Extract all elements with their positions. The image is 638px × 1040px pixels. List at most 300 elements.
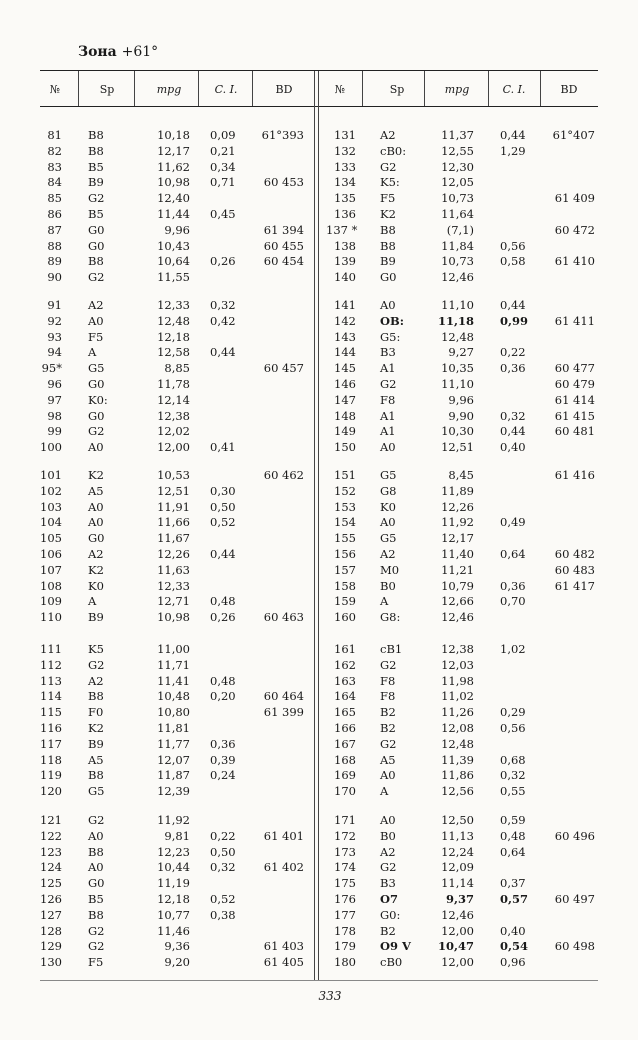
cell-spectral-type: B0: [380, 828, 396, 843]
cell-magnitude: 12,40: [157, 191, 190, 206]
cell-spectral-type: K2: [88, 721, 104, 735]
cell-color-index: 0,20: [210, 689, 236, 704]
cell-magnitude: 12,51: [157, 483, 190, 498]
cell-spectral-type: B9: [88, 736, 104, 751]
cell-number: 179: [334, 939, 356, 954]
cell-color-index: 0,34: [210, 159, 236, 174]
cell-magnitude: 10,47: [437, 939, 474, 954]
cell-spectral-type: A5: [88, 752, 104, 767]
cell-bd-number: 61 415: [554, 408, 595, 423]
cell-spectral-type: A5: [380, 752, 396, 767]
cell-color-index: 0,21: [210, 143, 236, 158]
cell-color-index: 0,44: [500, 424, 526, 439]
cell-spectral-type: B8: [380, 222, 396, 237]
cell-spectral-type: A0: [88, 515, 104, 530]
cell-number: 165: [334, 705, 356, 720]
cell-magnitude: 11,10: [441, 377, 474, 391]
header-number-left: №: [49, 83, 61, 96]
cell-spectral-type: G2: [380, 159, 397, 174]
cell-number: 168: [334, 752, 356, 767]
cell-color-index: 0,41: [210, 440, 236, 455]
zone-title: [78, 44, 158, 60]
cell-number: 83: [47, 159, 62, 174]
cell-number: 86: [47, 207, 62, 221]
cell-bd-number: 61 417: [554, 578, 595, 593]
cell-color-index: 0,44: [210, 345, 236, 360]
cell-spectral-type: B5: [88, 207, 104, 221]
cell-number: 81: [47, 128, 62, 142]
cell-number: 156: [334, 547, 356, 561]
cell-magnitude: 12,05: [441, 175, 474, 190]
cell-spectral-type: G0: [88, 408, 105, 423]
header-column-divider: [424, 71, 425, 106]
cell-color-index: 0,50: [210, 844, 236, 859]
cell-bd-number: 60 498: [554, 939, 595, 954]
cell-color-index: 0,30: [210, 483, 236, 498]
cell-magnitude: 12,26: [441, 499, 474, 514]
cell-bd-number: 60 482: [554, 547, 595, 561]
cell-spectral-type: A0: [88, 440, 104, 455]
cell-magnitude: 11,86: [441, 768, 474, 783]
cell-number: 127: [40, 907, 62, 922]
cell-magnitude: 11,41: [157, 673, 190, 688]
cell-number: 111: [40, 642, 62, 656]
cell-number: 133: [334, 159, 356, 174]
cell-color-index: 0,96: [500, 955, 526, 970]
cell-color-index: 0,42: [210, 313, 236, 328]
cell-number: 99: [47, 424, 62, 439]
cell-color-index: 0,48: [210, 594, 236, 609]
cell-spectral-type: A: [88, 345, 97, 360]
zone-value: +61°: [121, 44, 159, 60]
cell-color-index: 0,36: [210, 736, 236, 751]
cell-number: 155: [334, 531, 356, 546]
cell-spectral-type: G2: [88, 270, 105, 285]
cell-magnitude: 11,44: [157, 207, 190, 221]
cell-magnitude: 10,43: [157, 238, 190, 253]
cell-number: 100: [40, 440, 62, 455]
cell-number: 121: [40, 813, 62, 827]
cell-bd-number: 60 479: [554, 377, 595, 391]
cell-number: 139: [334, 254, 356, 269]
cell-bd-number: 61°393: [261, 128, 304, 142]
cell-magnitude: 12,24: [441, 844, 474, 859]
header-bd-number-left: BD: [275, 83, 293, 96]
cell-magnitude: 12,55: [441, 143, 474, 158]
cell-spectral-type: G0: [88, 876, 105, 891]
cell-magnitude: 10,98: [157, 610, 190, 625]
cell-number: 177: [334, 907, 356, 922]
cell-color-index: 0,59: [500, 813, 526, 827]
cell-spectral-type: G5: [88, 784, 105, 799]
cell-color-index: 0,57: [500, 892, 529, 906]
cell-magnitude: 11,89: [441, 483, 474, 498]
cell-magnitude: 9,27: [448, 345, 474, 360]
cell-spectral-type: O7: [380, 892, 399, 906]
header-column-divider: [252, 71, 253, 106]
cell-magnitude: 12,23: [157, 844, 190, 859]
cell-magnitude: 11,71: [157, 657, 190, 672]
cell-bd-number: 61 403: [263, 939, 304, 954]
cell-spectral-type: G2: [380, 657, 397, 672]
cell-magnitude: 11,81: [157, 721, 190, 735]
cell-magnitude: 12,58: [157, 345, 190, 360]
cell-spectral-type: B3: [380, 876, 396, 891]
cell-spectral-type: A2: [380, 844, 396, 859]
cell-number: 145: [334, 361, 356, 376]
cell-spectral-type: B8: [88, 254, 104, 269]
cell-number: 154: [334, 515, 356, 530]
cell-number: 157: [334, 562, 356, 577]
cell-color-index: 0,64: [500, 844, 526, 859]
cell-number: 167: [334, 736, 356, 751]
cell-spectral-type: B8: [88, 689, 104, 704]
cell-spectral-type: B9: [88, 175, 104, 190]
cell-number: 96: [47, 377, 62, 391]
cell-magnitude: 11,40: [441, 547, 474, 561]
cell-spectral-type: K0: [380, 499, 396, 514]
cell-color-index: 0,71: [210, 175, 236, 190]
cell-magnitude: 12,08: [441, 721, 474, 735]
cell-spectral-type: K2: [380, 207, 396, 221]
cell-number: 140: [334, 270, 356, 285]
cell-color-index: 0,48: [210, 673, 236, 688]
cell-number: 138: [334, 238, 356, 253]
cell-number: 151: [334, 468, 356, 482]
cell-magnitude: 9,36: [164, 939, 190, 954]
cell-spectral-type: A: [380, 784, 389, 799]
cell-magnitude: 12,09: [441, 860, 474, 875]
cell-magnitude: 11,18: [437, 313, 474, 328]
cell-number: 128: [40, 923, 62, 938]
cell-magnitude: 10,77: [157, 907, 190, 922]
cell-spectral-type: B9: [380, 254, 396, 269]
cell-magnitude: 12,56: [441, 784, 474, 799]
header-magnitude-right: mpg: [444, 83, 470, 96]
header-number-right: №: [334, 83, 346, 96]
cell-number: 172: [334, 828, 356, 843]
cell-bd-number: 60 464: [263, 689, 304, 704]
cell-bd-number: 61 402: [263, 860, 304, 875]
cell-number: 135: [334, 191, 356, 206]
cell-number: 104: [40, 515, 62, 530]
cell-magnitude: 12,00: [157, 440, 190, 455]
cell-number: 171: [334, 813, 356, 827]
cell-magnitude: 12,18: [157, 892, 190, 906]
cell-magnitude: 12,48: [441, 736, 474, 751]
cell-color-index: 0,52: [210, 515, 236, 530]
cell-magnitude: 12,17: [441, 531, 474, 546]
cell-bd-number: 61 401: [263, 828, 304, 843]
cell-magnitude: (7,1): [446, 222, 474, 237]
cell-number: 159: [334, 594, 356, 609]
cell-magnitude: 11,26: [441, 705, 474, 720]
cell-spectral-type: F8: [380, 392, 396, 407]
header-color-index-left: C. I.: [214, 83, 238, 96]
cell-number: 84: [47, 175, 62, 190]
cell-magnitude: 10,44: [157, 860, 190, 875]
zone-label: Зона: [78, 44, 117, 60]
cell-spectral-type: A0: [380, 298, 396, 312]
cell-number: 103: [40, 499, 62, 514]
cell-magnitude: 11,77: [157, 736, 190, 751]
cell-number: 115: [40, 705, 62, 720]
cell-number: 129: [40, 939, 62, 954]
cell-number: 101: [40, 468, 62, 482]
cell-magnitude: 12,00: [441, 923, 474, 938]
cell-color-index: 0,32: [210, 298, 236, 312]
cell-bd-number: 60 457: [263, 361, 304, 376]
cell-magnitude: 11,00: [157, 642, 190, 656]
cell-magnitude: 11,66: [157, 515, 190, 530]
cell-magnitude: 12,30: [441, 159, 474, 174]
cell-number: 131: [334, 128, 356, 142]
cell-spectral-type: K0: [88, 578, 104, 593]
cell-number: 94: [47, 345, 62, 360]
cell-bd-number: 61 399: [263, 705, 304, 720]
cell-magnitude: 12,48: [441, 329, 474, 344]
cell-spectral-type: G2: [88, 424, 105, 439]
cell-number: 102: [40, 483, 62, 498]
cell-magnitude: 12,33: [157, 578, 190, 593]
cell-color-index: 0,32: [500, 408, 526, 423]
cell-color-index: 0,26: [210, 610, 236, 625]
cell-spectral-type: A0: [380, 515, 396, 530]
cell-color-index: 0,58: [500, 254, 526, 269]
center-double-rule-left: [314, 71, 315, 980]
cell-spectral-type: A2: [380, 128, 396, 142]
cell-color-index: 0,56: [500, 721, 526, 735]
cell-color-index: 0,99: [500, 313, 529, 328]
cell-number: 143: [334, 329, 356, 344]
cell-spectral-type: F0: [88, 705, 104, 720]
cell-number: 147: [334, 392, 356, 407]
cell-number: 116: [40, 721, 62, 735]
cell-spectral-type: G2: [380, 736, 397, 751]
cell-bd-number: 60 454: [263, 254, 304, 269]
cell-magnitude: 10,98: [157, 175, 190, 190]
cell-number: 160: [334, 610, 356, 625]
cell-number: 122: [40, 828, 62, 843]
cell-color-index: 0,37: [500, 876, 526, 891]
cell-spectral-type: A: [380, 594, 389, 609]
cell-magnitude: 12,51: [441, 440, 474, 455]
cell-number: 162: [334, 657, 356, 672]
cell-spectral-type: A1: [380, 424, 396, 439]
cell-spectral-type: cB0: [380, 955, 403, 970]
cell-magnitude: 12,71: [157, 594, 190, 609]
cell-magnitude: 10,30: [441, 424, 474, 439]
cell-magnitude: 11,92: [157, 813, 190, 827]
cell-color-index: 0,52: [210, 892, 236, 906]
cell-magnitude: 11,02: [441, 689, 474, 704]
cell-bd-number: 60 497: [554, 892, 595, 906]
cell-magnitude: 9,90: [448, 408, 474, 423]
cell-number: 146: [334, 377, 356, 391]
cell-color-index: 0,36: [500, 578, 526, 593]
cell-spectral-type: K2: [88, 468, 104, 482]
cell-spectral-type: B5: [88, 892, 104, 906]
cell-spectral-type: cB1: [380, 642, 403, 656]
cell-spectral-type: G8: [380, 483, 397, 498]
cell-spectral-type: G5: [380, 531, 397, 546]
cell-spectral-type: F8: [380, 689, 396, 704]
cell-color-index: 0,09: [210, 128, 236, 142]
cell-magnitude: 10,35: [441, 361, 474, 376]
cell-magnitude: 12,17: [157, 143, 190, 158]
header-column-divider: [198, 71, 199, 106]
cell-color-index: 0,70: [500, 594, 526, 609]
cell-spectral-type: K0:: [88, 392, 108, 407]
cell-spectral-type: A1: [380, 361, 396, 376]
cell-number: 142: [334, 313, 356, 328]
cell-color-index: 0,64: [500, 547, 526, 561]
cell-magnitude: 9,37: [445, 892, 474, 906]
cell-bd-number: 60 462: [263, 468, 304, 482]
cell-spectral-type: A1: [380, 408, 396, 423]
cell-number: 89: [47, 254, 62, 269]
cell-color-index: 0,40: [500, 440, 526, 455]
cell-magnitude: 12,38: [441, 642, 474, 656]
cell-magnitude: 12,26: [157, 547, 190, 561]
cell-magnitude: 12,46: [441, 907, 474, 922]
cell-spectral-type: cB0:: [380, 143, 407, 158]
cell-spectral-type: B8: [88, 907, 104, 922]
cell-magnitude: 12,03: [441, 657, 474, 672]
cell-spectral-type: G5: [380, 468, 397, 482]
cell-spectral-type: G0: [88, 238, 105, 253]
cell-spectral-type: G5:: [380, 329, 401, 344]
cell-magnitude: 12,48: [157, 313, 190, 328]
cell-number: 152: [334, 483, 356, 498]
cell-magnitude: 9,96: [164, 222, 190, 237]
cell-spectral-type: G0: [380, 270, 397, 285]
cell-magnitude: 11,39: [441, 752, 474, 767]
cell-number: 132: [334, 143, 356, 158]
cell-number: 126: [40, 892, 62, 906]
cell-magnitude: 11,92: [441, 515, 474, 530]
cell-magnitude: 11,63: [157, 562, 190, 577]
cell-bd-number: 61°407: [552, 128, 595, 142]
cell-color-index: 0,36: [500, 361, 526, 376]
cell-magnitude: 11,55: [157, 270, 190, 285]
cell-magnitude: 12,46: [441, 270, 474, 285]
cell-spectral-type: G0: [88, 531, 105, 546]
cell-number: 119: [40, 768, 62, 783]
cell-number: 124: [40, 860, 62, 875]
cell-number: 158: [334, 578, 356, 593]
table-top-rule: [40, 70, 598, 71]
header-column-divider: [78, 71, 79, 106]
cell-bd-number: 60 453: [263, 175, 304, 190]
cell-magnitude: 11,87: [157, 768, 190, 783]
cell-number: 108: [40, 578, 62, 593]
cell-number: 88: [47, 238, 62, 253]
cell-spectral-type: B8: [88, 143, 104, 158]
cell-bd-number: 60 481: [554, 424, 595, 439]
cell-number: 105: [40, 531, 62, 546]
cell-spectral-type: B8: [88, 844, 104, 859]
cell-magnitude: 11,64: [441, 207, 474, 221]
cell-magnitude: 10,79: [441, 578, 474, 593]
cell-spectral-type: A0: [88, 499, 104, 514]
cell-magnitude: 12,33: [157, 298, 190, 312]
cell-magnitude: 9,96: [448, 392, 474, 407]
cell-magnitude: 10,73: [441, 191, 474, 206]
cell-color-index: 0,44: [210, 547, 236, 561]
cell-number: 141: [334, 298, 356, 312]
cell-spectral-type: B2: [380, 705, 396, 720]
cell-bd-number: 61 394: [263, 222, 304, 237]
cell-spectral-type: A2: [88, 673, 104, 688]
cell-spectral-type: G5: [88, 361, 105, 376]
cell-number: 91: [47, 298, 62, 312]
cell-spectral-type: K5: [88, 642, 104, 656]
cell-magnitude: 11,62: [157, 159, 190, 174]
cell-number: 180: [334, 955, 356, 970]
cell-magnitude: 11,67: [157, 531, 190, 546]
cell-spectral-type: A: [88, 594, 97, 609]
cell-magnitude: 12,39: [157, 784, 190, 799]
cell-magnitude: 11,84: [441, 238, 474, 253]
cell-number: 150: [334, 440, 356, 455]
cell-color-index: 0,40: [500, 923, 526, 938]
cell-spectral-type: B8: [380, 238, 396, 253]
cell-spectral-type: B5: [88, 159, 104, 174]
header-bd-number-right: BD: [560, 83, 578, 96]
cell-number: 174: [334, 860, 356, 875]
cell-bd-number: 60 477: [554, 361, 595, 376]
cell-magnitude: 12,46: [441, 610, 474, 625]
cell-number: 161: [334, 642, 356, 656]
cell-color-index: 0,38: [210, 907, 236, 922]
cell-color-index: 0,50: [210, 499, 236, 514]
cell-spectral-type: A2: [88, 298, 104, 312]
cell-color-index: 1,02: [500, 642, 526, 656]
cell-spectral-type: A0: [380, 813, 396, 827]
cell-number: 110: [40, 610, 62, 625]
cell-number: 90: [47, 270, 62, 285]
page-number: 333: [318, 989, 342, 1003]
cell-color-index: 0,22: [500, 345, 526, 360]
cell-color-index: 0,48: [500, 828, 526, 843]
cell-number: 106: [40, 547, 62, 561]
cell-color-index: 0,39: [210, 752, 236, 767]
cell-magnitude: 10,18: [157, 128, 190, 142]
cell-magnitude: 11,98: [441, 673, 474, 688]
cell-number: 164: [334, 689, 356, 704]
cell-color-index: 0,55: [500, 784, 526, 799]
cell-number: 178: [334, 923, 356, 938]
cell-number: 130: [40, 955, 62, 970]
cell-bd-number: 61 405: [263, 955, 304, 970]
cell-magnitude: 12,18: [157, 329, 190, 344]
cell-number: 134: [334, 175, 356, 190]
cell-bd-number: 60 496: [554, 828, 595, 843]
cell-spectral-type: F5: [88, 329, 104, 344]
cell-number: 173: [334, 844, 356, 859]
cell-spectral-type: A0: [88, 828, 104, 843]
cell-spectral-type: G0: [88, 222, 105, 237]
cell-bd-number: 61 409: [554, 191, 595, 206]
cell-color-index: 0,49: [500, 515, 526, 530]
cell-magnitude: 10,64: [157, 254, 190, 269]
cell-number: 169: [334, 768, 356, 783]
cell-spectral-type: A0: [380, 768, 396, 783]
cell-number: 120: [40, 784, 62, 799]
cell-spectral-type: O9 V: [380, 939, 411, 954]
cell-number: 112: [40, 657, 62, 672]
